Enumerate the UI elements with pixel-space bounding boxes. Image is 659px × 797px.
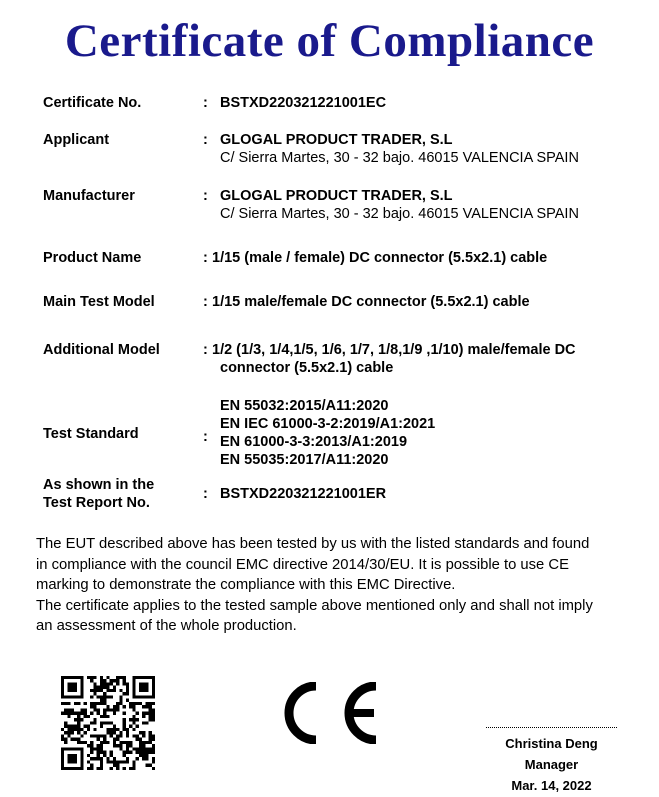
- certificate-no-value: BSTXD220321221001EC: [220, 95, 387, 111]
- manufacturer-label: Manufacturer: [43, 188, 135, 204]
- certificate-no-label: Certificate No.: [43, 95, 142, 111]
- test-standard-label: Test Standard: [43, 426, 139, 442]
- test-report-label-line1: As shown in the: [43, 477, 155, 493]
- product-name-label: Product Name: [43, 250, 142, 266]
- main-test-model-label: Main Test Model: [43, 294, 155, 310]
- colon: :: [203, 429, 208, 445]
- statement-line: in compliance with the council EMC directive 2014/30/EU. It is possible to use CE: [36, 556, 569, 573]
- product-name-value: 1/15 (male / female) DC connector (5.5x2.1) cable: [212, 250, 548, 266]
- additional-model-line1: 1/2 (1/3, 1/4,1/5, 1/6, 1/7, 1/8,1/9 ,1/10) male/female DC: [212, 342, 576, 358]
- colon: :: [203, 250, 208, 266]
- qr-code-icon: [61, 676, 155, 770]
- test-standard-item: EN 55032:2015/A11:2020: [220, 398, 389, 414]
- statement-line: marking to demonstrate the compliance with this EMC Directive.: [36, 577, 456, 593]
- colon: :: [203, 95, 208, 111]
- colon: :: [203, 188, 208, 204]
- additional-model-label: Additional Model: [43, 342, 160, 358]
- applicant-label: Applicant: [43, 132, 110, 148]
- test-report-value: BSTXD220321221001ER: [220, 486, 387, 502]
- statement-line: The EUT described above has been tested by us with the listed standards and found: [36, 536, 590, 552]
- test-standard-item: EN 55035:2017/A11:2020: [220, 452, 389, 468]
- signatory-role: Manager: [524, 757, 579, 772]
- certificate-title: Certificate of Compliance: [64, 15, 595, 67]
- colon: :: [203, 486, 208, 502]
- manufacturer-address: C/ Sierra Martes, 30 - 32 bajo. 46015 VALENCIA SPAIN: [220, 206, 579, 222]
- manufacturer-name: GLOGAL PRODUCT TRADER, S.L: [220, 188, 453, 204]
- test-report-label-line2: Test Report No.: [43, 495, 150, 511]
- applicant-name: GLOGAL PRODUCT TRADER, S.L: [220, 132, 453, 148]
- main-test-model-value: 1/15 male/female DC connector (5.5x2.1) cable: [212, 294, 530, 310]
- test-standard-item: EN IEC 61000-3-2:2019/A1:2021: [220, 416, 436, 432]
- additional-model-line2: connector (5.5x2.1) cable: [220, 360, 394, 376]
- signatory-date: Mar. 14, 2022: [511, 778, 592, 793]
- statement-line: an assessment of the whole production.: [36, 618, 297, 634]
- colon: :: [203, 294, 208, 310]
- ce-mark-icon: [276, 682, 378, 744]
- applicant-address: C/ Sierra Martes, 30 - 32 bajo. 46015 VALENCIA SPAIN: [220, 150, 579, 166]
- test-standard-item: EN 61000-3-3:2013/A1:2019: [220, 434, 408, 450]
- signatory-name: Christina Deng: [505, 736, 598, 751]
- statement-line: The certificate applies to the tested sample above mentioned only and shall not imply: [36, 597, 593, 614]
- colon: :: [203, 132, 208, 148]
- signature-line: [486, 727, 617, 728]
- colon: :: [203, 342, 208, 358]
